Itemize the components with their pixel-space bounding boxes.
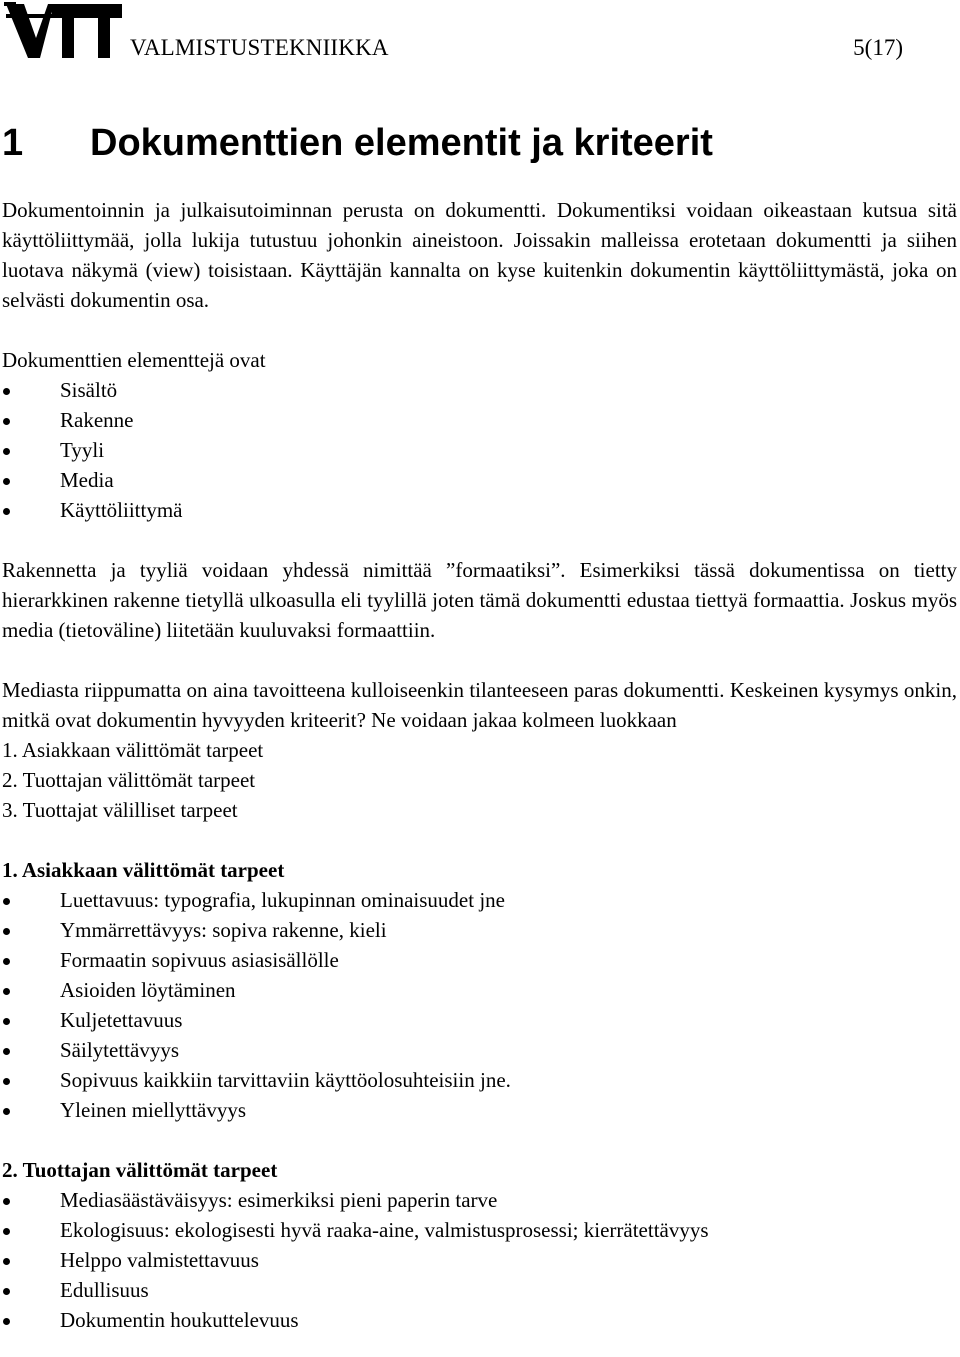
bullet-icon <box>3 1318 10 1325</box>
list-item <box>2 1305 957 1335</box>
section-title: 1. Asiakkaan välittömät tarpeet <box>2 858 285 882</box>
section1-list <box>2 885 957 1125</box>
elements-list <box>2 375 957 525</box>
vtt-logo <box>4 2 122 60</box>
criteria-paragraph: Mediasta riippumatta on aina tavoitteena kulloiseenkin tilanteeseen paras dokumentti. Keskeinen kysymys onkin, mitkä ovat dokumentin hyvyyden kriteerit? Ne voidaan jakaa kolmeen luokkaan <box>2 678 957 732</box>
list-item <box>2 975 957 1005</box>
list-item <box>2 1215 957 1245</box>
list-item <box>2 885 957 915</box>
list-item-text: Formaatin sopivuus asiasisällölle <box>60 948 339 972</box>
list-item <box>2 465 957 495</box>
bullet-icon <box>3 1198 10 1205</box>
list-item-text: Tyyli <box>60 438 105 462</box>
list-item <box>2 1005 957 1035</box>
section2-list <box>2 1185 957 1335</box>
list-item-text: Helppo valmistettavuus <box>60 1248 259 1272</box>
bullet-icon <box>3 928 10 935</box>
list-item-text: Asioiden löytäminen <box>60 978 236 1002</box>
criteria-classes <box>2 735 957 825</box>
intro-paragraph: Dokumentoinnin ja julkaisutoiminnan perusta on dokumentti. Dokumentiksi voidaan oikeastaan kutsua sitä käyttöliittymää, jolla lukija tutustuu johonkin aineistoon. Joissakin malleissa erotetaan dokumentti ja siihen luotava näkymä (view) toisistaan. Käyttäjän kannalta on kyse kuitenkin dokumentin käyttöliittymästä, joka on selvästi dokumentin osa. <box>2 198 957 312</box>
list-item-text: Rakenne <box>60 408 134 432</box>
document-body <box>2 195 957 1335</box>
list-item-text: Käyttöliittymä <box>60 498 183 522</box>
elements-lead: Dokumenttien elementtejä ovat <box>2 348 266 372</box>
list-item <box>2 1245 957 1275</box>
bullet-icon <box>3 1258 10 1265</box>
bullet-icon <box>3 388 10 395</box>
list-item-text: Edullisuus <box>60 1278 149 1302</box>
list-item <box>2 1185 957 1215</box>
list-item <box>2 495 957 525</box>
list-item-text: Ekologisuus: ekologisesti hyvä raaka-aine, valmistusprosessi; kierrätettävyys <box>60 1218 709 1242</box>
bullet-icon <box>3 508 10 515</box>
list-item-text: Yleinen miellyttävyys <box>60 1098 247 1122</box>
list-item <box>2 1065 957 1095</box>
bullet-icon <box>3 1078 10 1085</box>
bullet-icon <box>3 448 10 455</box>
list-item <box>2 405 957 435</box>
bullet-icon <box>3 988 10 995</box>
list-item-text: Ymmärrettävyys: sopiva rakenne, kieli <box>60 918 387 942</box>
list-item <box>2 1275 957 1305</box>
bullet-icon <box>3 898 10 905</box>
list-item <box>2 1035 957 1065</box>
vtt-logo-graphic <box>4 2 122 60</box>
section-title: 2. Tuottajan välittömät tarpeet <box>2 1158 278 1182</box>
list-item-text: Säilytettävyys <box>60 1038 179 1062</box>
bullet-icon <box>3 1228 10 1235</box>
chapter-title: Dokumenttien elementit ja kriteerit <box>90 122 713 164</box>
bullet-icon <box>3 418 10 425</box>
list-item-text: Kuljetettavuus <box>60 1008 183 1032</box>
formatting-paragraph: Rakennetta ja tyyliä voidaan yhdessä nimittää ”formaatiksi”. Esimerkiksi tässä dokumentissa on tietty hierarkkinen rakenne tietyllä ulkoasulla eli tyylillä joten tämä dokumentti edustaa tiettyä formaattia. Joskus myös media (tietoväline) liitetään kuuluvaksi formaattiin. <box>2 558 957 642</box>
list-item <box>2 375 957 405</box>
criteria-class: 3. Tuottajat välilliset tarpeet <box>2 798 238 822</box>
list-item-text: Dokumentin houkuttelevuus <box>60 1308 299 1332</box>
list-item-text: Sopivuus kaikkiin tarvittaviin käyttöolosuhteisiin jne. <box>60 1068 511 1092</box>
list-item <box>2 945 957 975</box>
bullet-icon <box>3 1288 10 1295</box>
bullet-icon <box>3 478 10 485</box>
bullet-icon <box>3 958 10 965</box>
chapter-heading <box>2 118 713 168</box>
page-number: 5(17) <box>853 35 903 60</box>
list-item <box>2 435 957 465</box>
bullet-icon <box>3 1048 10 1055</box>
bullet-icon <box>3 1108 10 1115</box>
criteria-class: 1. Asiakkaan välittömät tarpeet <box>2 738 264 762</box>
list-item-text: Sisältö <box>60 378 118 402</box>
list-item <box>2 915 957 945</box>
page-header <box>0 0 960 70</box>
criteria-class: 2. Tuottajan välittömät tarpeet <box>2 768 256 792</box>
list-item-text: Luettavuus: typografia, lukupinnan ominaisuudet jne <box>60 888 505 912</box>
header-department: VALMISTUSTEKNIIKKA <box>130 35 389 60</box>
list-item-text: Media <box>60 468 114 492</box>
list-item-text: Mediasäästäväisyys: esimerkiksi pieni paperin tarve <box>60 1188 498 1212</box>
list-item <box>2 1095 957 1125</box>
chapter-number: 1 <box>2 122 24 164</box>
bullet-icon <box>3 1018 10 1025</box>
